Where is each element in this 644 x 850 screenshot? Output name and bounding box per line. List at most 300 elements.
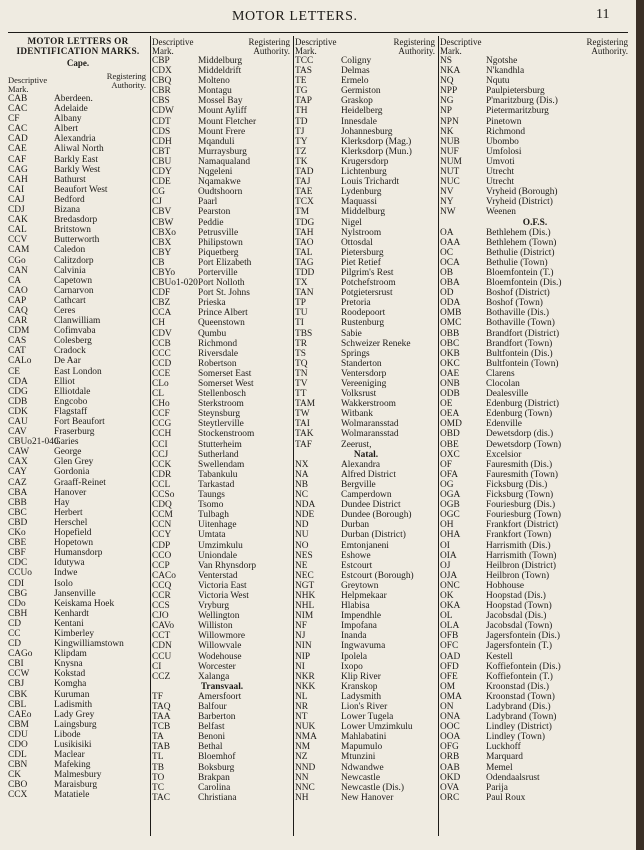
- descriptive-mark: TAF: [295, 439, 312, 450]
- descriptive-mark: CBU: [152, 156, 172, 167]
- registering-authority: Tarkastad: [198, 479, 235, 490]
- entry-row: [295, 702, 437, 712]
- entry-row: [8, 225, 148, 235]
- entry-row: [295, 369, 437, 379]
- descriptive-mark: OMC: [440, 318, 462, 329]
- registering-authority: Camperdown: [341, 490, 392, 501]
- registering-authority: Rustenburg: [341, 318, 385, 329]
- entry-row: [8, 770, 148, 780]
- descriptive-mark: NUM: [440, 156, 462, 167]
- registering-authority: Wellington: [198, 611, 240, 622]
- entry-row: [152, 490, 292, 500]
- registering-authority: Taungs: [198, 490, 225, 501]
- registering-authority: Ficksburg (Town): [486, 490, 554, 501]
- entry-row: [440, 187, 630, 197]
- entry-row: [152, 56, 292, 66]
- registering-authority: Mqanduli: [198, 136, 235, 147]
- entry-row: [152, 258, 292, 268]
- descriptive-mark: NL: [295, 691, 308, 702]
- entry-row: [152, 773, 292, 783]
- entry-row: [440, 621, 630, 631]
- intro-line: MOTOR LETTERS OR: [27, 36, 129, 46]
- entry-row: [440, 329, 630, 339]
- section-heading-cape: Cape.: [66, 58, 90, 68]
- registering-authority: Jansenville: [54, 588, 96, 599]
- entry-row: [295, 541, 437, 551]
- entry-row: [295, 359, 437, 369]
- entry-row: [152, 117, 292, 127]
- entry-row: [8, 256, 148, 266]
- entry-row: [440, 581, 630, 591]
- descriptive-mark: CJ: [152, 197, 162, 208]
- registering-authority: Paarl: [198, 197, 218, 208]
- entry-row: [440, 591, 630, 601]
- registering-authority: Durban (District): [341, 530, 406, 541]
- entry-row: [440, 389, 630, 399]
- descriptive-mark: TAJ: [295, 177, 311, 188]
- descriptive-mark: CAI: [8, 184, 25, 195]
- entry-row: [295, 571, 437, 581]
- entry-row: [152, 177, 292, 187]
- header-registering-authority: Registering Authority.: [248, 37, 290, 56]
- descriptive-mark: CDQ: [152, 500, 172, 511]
- entry-row: [295, 218, 437, 228]
- entry-row: [152, 409, 292, 419]
- entry-row: [295, 66, 437, 76]
- descriptive-mark: NNC: [295, 782, 315, 793]
- registering-authority: Calitzdorp: [54, 255, 94, 266]
- entry-row: [440, 510, 630, 520]
- entry-row: [440, 470, 630, 480]
- column-divider: [438, 36, 439, 836]
- entry-row: [440, 742, 630, 752]
- descriptive-mark: CBK: [8, 689, 28, 700]
- registering-authority: Excelsior: [486, 449, 522, 460]
- entry-row: [440, 339, 630, 349]
- descriptive-mark: OKD: [440, 772, 461, 783]
- entry-row: [8, 478, 148, 488]
- entry-row: [152, 500, 292, 510]
- entry-list: [152, 56, 292, 803]
- entry-row: [8, 649, 148, 659]
- registering-authority: Middeldrift: [198, 66, 242, 77]
- entry-row: [8, 659, 148, 669]
- descriptive-mark: CBV: [152, 207, 172, 218]
- table-intro: [8, 36, 148, 56]
- descriptive-mark: NDA: [295, 500, 316, 511]
- registering-authority: Bredasdorp: [54, 215, 98, 226]
- entry-row: [8, 296, 148, 306]
- registering-authority: Nqgeleni: [198, 167, 233, 178]
- entry-row: [295, 672, 437, 682]
- entry-row: [295, 137, 437, 147]
- entry-row: [295, 581, 437, 591]
- registering-authority: Carolina: [198, 782, 231, 793]
- entry-row: [295, 248, 437, 258]
- descriptive-mark: CBT: [152, 146, 171, 157]
- registering-authority: Kuruman: [54, 689, 90, 700]
- descriptive-mark: CAM: [8, 245, 30, 256]
- descriptive-mark: NX: [295, 459, 309, 470]
- entry-row: [295, 480, 437, 490]
- entry-row: [152, 621, 292, 631]
- descriptive-mark: CBA: [8, 487, 28, 498]
- entry-row: [440, 460, 630, 470]
- descriptive-mark: NS: [440, 56, 452, 66]
- registering-authority: Bethal: [198, 742, 223, 753]
- header-registering-authority: Registering Authority.: [586, 37, 628, 56]
- registering-authority: Murraysburg: [198, 146, 247, 157]
- entry-row: [8, 488, 148, 498]
- entry-row: [152, 379, 292, 389]
- descriptive-mark: NO: [295, 540, 309, 551]
- registering-authority: Qumbu: [198, 328, 227, 339]
- registering-authority: Robertson: [198, 358, 237, 369]
- registering-authority: Boshof (Town): [486, 298, 543, 309]
- registering-authority: Graaff-Reinet: [54, 477, 106, 488]
- entry-row: [152, 752, 292, 762]
- entry-row: [8, 609, 148, 619]
- registering-authority: Vereeniging: [341, 379, 387, 389]
- descriptive-mark: OBA: [440, 278, 460, 289]
- entry-row: [152, 86, 292, 96]
- descriptive-mark: TCC: [295, 56, 314, 66]
- entry-row: [152, 228, 292, 238]
- registering-authority: Sterkstroom: [198, 399, 244, 410]
- entry-row: [152, 641, 292, 651]
- descriptive-mark: NE: [295, 560, 308, 571]
- entry-row: [152, 187, 292, 197]
- registering-authority: Parija: [486, 782, 508, 793]
- entry-row: [152, 611, 292, 621]
- registering-authority: Jacobsdal (Dis.): [486, 611, 547, 622]
- registering-authority: Garies: [54, 437, 79, 448]
- descriptive-mark: ONA: [440, 712, 461, 723]
- registering-authority: Paul Roux: [486, 792, 526, 803]
- registering-authority: Greytown: [341, 580, 379, 591]
- descriptive-mark: CCO: [152, 550, 172, 561]
- registering-authority: Mtunzini: [341, 752, 376, 763]
- descriptive-mark: OC: [440, 247, 454, 258]
- entry-row: [8, 195, 148, 205]
- entry-row: [295, 117, 437, 127]
- registering-authority: Fouriesburg (Town): [486, 510, 561, 521]
- registering-authority: Lindley (Town): [486, 732, 545, 743]
- registering-authority: Lindley (District): [486, 722, 552, 733]
- descriptive-mark: CBD: [8, 517, 28, 528]
- entry-row: [152, 419, 292, 429]
- entry-row: [440, 268, 630, 278]
- entry-row: [295, 298, 437, 308]
- registering-authority: Libode: [54, 729, 81, 740]
- header-descriptive-mark: Descriptive Mark.: [440, 37, 482, 56]
- entry-row: [295, 147, 437, 157]
- entry-row: [295, 732, 437, 742]
- registering-authority: Odendaalsrust: [486, 772, 540, 783]
- registering-authority: Maquassi: [341, 197, 377, 208]
- entry-row: [295, 308, 437, 318]
- entry-row: [440, 76, 630, 86]
- registering-authority: Adelaide: [54, 104, 88, 115]
- entry-row: [440, 318, 630, 328]
- entry-row: [295, 742, 437, 752]
- entry-row: [440, 763, 630, 773]
- registering-authority: Dundee (Borough): [341, 510, 412, 521]
- registering-authority: Middelburg: [341, 207, 386, 218]
- registering-authority: Alfred District: [341, 469, 396, 480]
- registering-authority: Bethulie (District): [486, 247, 555, 258]
- registering-authority: Inanda: [341, 631, 367, 642]
- registering-authority: Christiana: [198, 792, 237, 803]
- registering-authority: Wolmaransstad: [341, 419, 399, 430]
- descriptive-mark: OAB: [440, 762, 460, 773]
- descriptive-mark: CDS: [152, 126, 171, 137]
- registering-authority: Matatiele: [54, 790, 90, 801]
- descriptive-mark: CBI: [8, 659, 24, 670]
- entry-row: [295, 500, 437, 510]
- registering-authority: Roodepoort: [341, 308, 386, 319]
- entry-row: [8, 427, 148, 437]
- registering-authority: Umtata: [198, 530, 226, 541]
- registering-authority: Dundee District: [341, 500, 401, 511]
- descriptive-mark: CDH: [152, 136, 172, 147]
- entry-row: [8, 720, 148, 730]
- entry-row: [152, 66, 292, 76]
- descriptive-mark: TCX: [295, 197, 314, 208]
- entry-row: [8, 639, 148, 649]
- entry-row: [440, 601, 630, 611]
- registering-authority: Somerset East: [198, 368, 252, 379]
- registering-authority: Amersfoort: [198, 691, 242, 702]
- registering-authority: Mapumulo: [341, 742, 383, 753]
- descriptive-mark: TH: [295, 106, 308, 117]
- descriptive-mark: TY: [295, 136, 308, 147]
- entry-row: [8, 750, 148, 760]
- entry-row: [440, 752, 630, 762]
- page-title: MOTOR LETTERS.: [232, 9, 358, 24]
- descriptive-mark: CDL: [8, 750, 27, 761]
- descriptive-mark: CACo: [152, 570, 176, 581]
- entry-row: [295, 652, 437, 662]
- entry-row: [440, 793, 630, 803]
- registering-authority: Edenville: [486, 419, 522, 430]
- descriptive-mark: OFD: [440, 661, 459, 672]
- entry-row: [152, 692, 292, 702]
- entry-row: [295, 773, 437, 783]
- entry-row: [8, 215, 148, 225]
- entry-row: [8, 316, 148, 326]
- descriptive-mark: CBE: [8, 538, 27, 549]
- descriptive-mark: OK: [440, 590, 454, 601]
- descriptive-mark: CB: [152, 257, 165, 268]
- descriptive-mark: OBB: [440, 328, 460, 339]
- registering-authority: Nqutu: [486, 76, 510, 87]
- descriptive-mark: CBP: [152, 56, 170, 66]
- registering-authority: Emtonjaneni: [341, 540, 389, 551]
- registering-authority: Port St. Johns: [198, 288, 250, 299]
- entry-row: [152, 520, 292, 530]
- registering-authority: Kroonstad (Dis.): [486, 681, 550, 692]
- descriptive-mark: OFC: [440, 641, 459, 652]
- descriptive-mark: CCM: [152, 510, 173, 521]
- registering-authority: Nqamakwe: [198, 177, 241, 188]
- descriptive-mark: OBD: [440, 429, 460, 440]
- descriptive-mark: TAG: [295, 257, 314, 268]
- registering-authority: East London: [54, 366, 102, 377]
- entry-row: [440, 56, 630, 66]
- entry-row: [152, 631, 292, 641]
- descriptive-mark: TCB: [152, 722, 171, 733]
- registering-authority: Umzimkulu: [198, 540, 243, 551]
- descriptive-mark: NKA: [440, 66, 461, 77]
- registering-authority: Cathcart: [54, 295, 86, 306]
- descriptive-mark: NI: [295, 661, 305, 672]
- column-1: [8, 36, 148, 836]
- descriptive-mark: CAJ: [8, 194, 25, 205]
- registering-authority: Bethlehem (Town): [486, 237, 557, 248]
- registering-authority: Fauresmith (Dis.): [486, 459, 553, 470]
- entry-row: [8, 467, 148, 477]
- registering-authority: Ngotshe: [486, 56, 518, 66]
- descriptive-mark: CAP: [8, 295, 27, 306]
- entry-row: [152, 722, 292, 732]
- entry-row: [440, 783, 630, 793]
- descriptive-mark: CAH: [8, 174, 28, 185]
- registering-authority: New Hanover: [341, 792, 394, 803]
- registering-authority: Kokstad: [54, 669, 86, 680]
- descriptive-mark: OKC: [440, 358, 460, 369]
- entry-row: [8, 780, 148, 790]
- header-descriptive-mark: Descriptive Mark.: [152, 37, 194, 56]
- entry-row: [152, 702, 292, 712]
- column-header: [8, 72, 148, 94]
- registering-authority: Namaqualand: [198, 156, 251, 167]
- descriptive-mark: CAQ: [8, 305, 28, 316]
- page-edge: [636, 0, 644, 850]
- descriptive-mark: TT: [295, 389, 307, 400]
- descriptive-mark: NIM: [295, 611, 314, 622]
- registering-authority: Calvinia: [54, 265, 86, 276]
- descriptive-mark: NES: [295, 550, 313, 561]
- entry-row: [295, 621, 437, 631]
- descriptive-mark: OBE: [440, 439, 459, 450]
- registering-authority: Impofana: [341, 621, 377, 632]
- running-header: [0, 6, 636, 30]
- descriptive-mark: OOA: [440, 732, 461, 743]
- descriptive-mark: OCA: [440, 257, 460, 268]
- registering-authority: Pietersburg: [341, 247, 384, 258]
- registering-authority: Bethlehem (Dis.): [486, 227, 551, 238]
- entry-row: [440, 490, 630, 500]
- descriptive-mark: OLA: [440, 621, 460, 632]
- descriptive-mark: CBO: [8, 780, 28, 791]
- registering-authority: Kentani: [54, 618, 84, 629]
- descriptive-mark: TB: [152, 762, 164, 773]
- descriptive-mark: CDT: [152, 116, 171, 127]
- descriptive-mark: NKR: [295, 671, 315, 682]
- entry-row: [152, 551, 292, 561]
- registering-authority: Kestell: [486, 651, 513, 662]
- registering-authority: Prieska: [198, 298, 226, 309]
- descriptive-mark: NUT: [440, 167, 460, 178]
- entry-row: [8, 205, 148, 215]
- registering-authority: Ermelo: [341, 76, 369, 87]
- entry-row: [440, 571, 630, 581]
- entry-row: [8, 124, 148, 134]
- entry-row: [440, 712, 630, 722]
- registering-authority: Mount Frere: [198, 126, 246, 137]
- entry-row: [440, 641, 630, 651]
- descriptive-mark: CDP: [152, 540, 171, 551]
- registering-authority: Utrecht: [486, 177, 515, 188]
- entry-row: [440, 308, 630, 318]
- descriptive-mark: NG: [440, 96, 454, 107]
- descriptive-mark: TC: [152, 782, 164, 793]
- descriptive-mark: TAP: [295, 96, 312, 107]
- entry-row: [8, 306, 148, 316]
- descriptive-mark: CBG: [8, 588, 28, 599]
- entry-row: [8, 387, 148, 397]
- descriptive-mark: CBN: [8, 760, 28, 771]
- entry-row: [8, 185, 148, 195]
- entry-row: [295, 722, 437, 732]
- entry-row: [295, 238, 437, 248]
- registering-authority: Ladybrand (Dis.): [486, 702, 551, 712]
- entry-row: [8, 760, 148, 770]
- descriptive-mark: OIA: [440, 550, 457, 561]
- descriptive-mark: NPN: [440, 116, 459, 127]
- registering-authority: Estcourt (Borough): [341, 570, 414, 581]
- descriptive-mark: TX: [295, 278, 308, 289]
- registering-authority: Somerset West: [198, 379, 254, 389]
- entry-row: [152, 440, 292, 450]
- registering-authority: Ceres: [54, 305, 76, 316]
- entry-row: [295, 591, 437, 601]
- registering-authority: Springs: [341, 348, 370, 359]
- registering-authority: Potgietersrust: [341, 288, 393, 299]
- descriptive-mark: CAO: [8, 285, 28, 296]
- registering-authority: Heilbron (District): [486, 560, 557, 571]
- registering-authority: Durban: [341, 520, 370, 531]
- registering-authority: Ladysmith: [341, 691, 382, 702]
- descriptive-mark: CAY: [8, 467, 27, 478]
- entry-row: [8, 700, 148, 710]
- descriptive-mark: CDI: [8, 578, 25, 589]
- descriptive-mark: CD: [8, 618, 22, 629]
- registering-authority: Hopetown: [54, 538, 94, 549]
- entry-list: [295, 56, 437, 803]
- descriptive-mark: TAH: [295, 227, 314, 238]
- entry-row: [295, 440, 437, 450]
- registering-authority: Barkly East: [54, 154, 99, 165]
- registering-authority: Bultfontein (Town): [486, 358, 559, 369]
- entry-row: [295, 611, 437, 621]
- entry-row: [152, 783, 292, 793]
- descriptive-mark: OVA: [440, 782, 460, 793]
- registering-authority: Williston: [198, 621, 233, 632]
- entry-row: [440, 288, 630, 298]
- descriptive-mark: CAGo: [8, 649, 33, 660]
- registering-authority: Eshowe: [341, 550, 371, 561]
- entry-row: [440, 349, 630, 359]
- registering-authority: Victoria East: [198, 580, 247, 591]
- registering-authority: Nigel: [341, 217, 362, 228]
- entry-row: [440, 197, 630, 207]
- descriptive-mark: NKK: [295, 681, 316, 692]
- column-3: [295, 36, 437, 836]
- registering-authority: Richmond: [486, 126, 526, 137]
- registering-authority: Volksrust: [341, 389, 377, 400]
